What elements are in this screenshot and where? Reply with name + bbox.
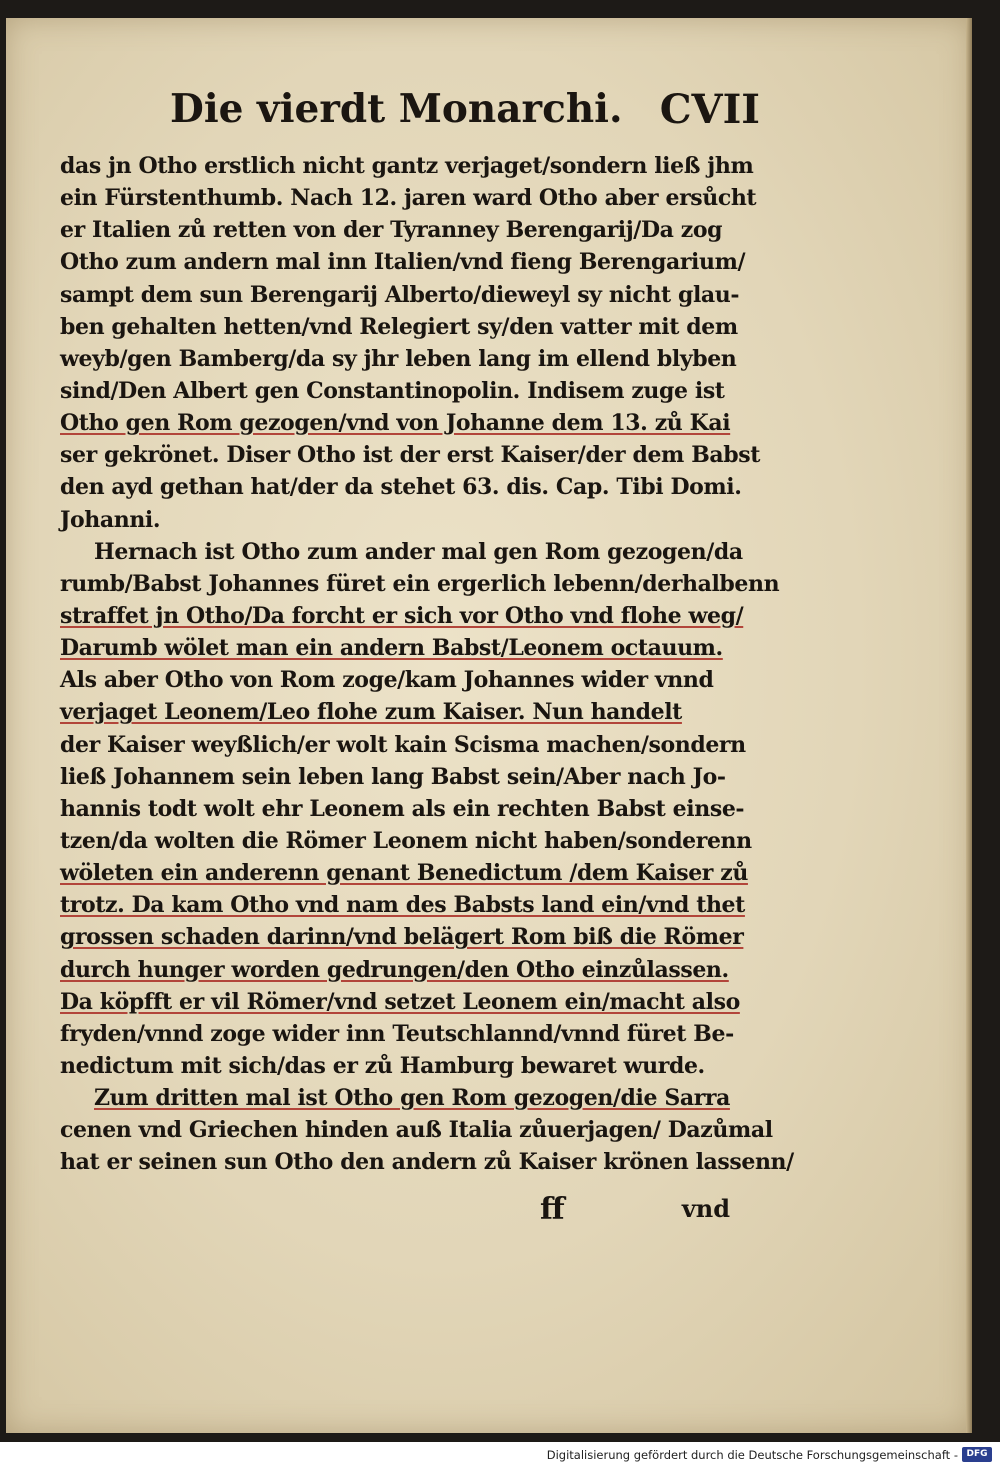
text-line: den ayd gethan hat/der da stehet 63. dis. Cap. Tibi Domi. [60,474,742,501]
text-line: rumb/Babst Johannes füret ein ergerlich lebenn/derhalbenn [60,570,780,597]
text-line: verjaget Leonem/Leo flohe zum Kaiser. Nun handelt [60,699,682,726]
text-line: das jn Otho erstlich nicht gantz verjaget/sondern ließ jhm [60,153,754,179]
text-line: Otho zum andern mal inn Italien/vnd fieng Berengarium/ [60,249,746,276]
text-line: cenen vnd Griechen hinden auß Italia zůuerjagen/ Dazůmal [60,1117,773,1144]
text-line: fryden/vnnd zoge wider inn Teutschlannd/vnnd füret Be- [60,1020,734,1047]
text-line: trotz. Da kam Otho vnd nam des Babsts land ein/vnd thet [60,892,745,919]
text-line: straffet jn Otho/Da forcht er sich vor Otho vnd flohe weg/ [60,602,744,629]
page-header [170,86,760,146]
text-block [60,150,794,1179]
text-line: hannis todt wolt ehr Leonem als ein rechten Babst einse- [60,795,745,822]
text-line: Als aber Otho von Rom zoge/kam Johannes wider vnnd [60,667,714,694]
text-line: wöleten ein anderenn genant Benedictum /dem Kaiser zů [60,860,748,887]
text-line: ben gehalten hetten/vnd Relegiert sy/den vatter mit dem [60,313,738,340]
text-line: Zum dritten mal ist Otho gen Rom gezogen/die Sarra [94,1085,730,1112]
text-line: hat er seinen sun Otho den andern zů Kaiser krönen lassenn/ [60,1149,794,1176]
text-line: tzen/da wolten die Römer Leonem nicht haben/sonderenn [60,827,752,854]
text-line: ließ Johannem sein leben lang Babst sein/Aber nach Jo- [60,763,726,790]
footer-bar [0,1442,1000,1469]
text-line: grossen schaden darinn/vnd belägert Rom biß die Römer [60,924,744,951]
text-line: weyb/gen Bamberg/da sy jhr leben lang im ellend blyben [60,345,737,372]
digitization-credit: Digitalisierung gefördert durch die Deutsche Forschungsgemeinschaft - [546,1448,958,1462]
signature-mark: ff [540,1192,565,1227]
text-line: er Italien zů retten von der Tyranney Berengarij/Da zog [60,217,723,244]
text-line: Otho gen Rom gezogen/vnd von Johanne dem 13. zů Kai [60,410,731,437]
text-line: Hernach ist Otho zum ander mal gen Rom gezogen/da [94,538,743,565]
text-line: durch hunger worden gedrungen/den Otho einzůlassen. [60,956,729,983]
text-line: Johanni. [60,506,161,533]
text-line: Darumb wölet man ein andern Babst/Leonem octauum. [60,635,723,662]
text-line: nedictum mit sich/das er zů Hamburg bewaret wurde. [60,1052,705,1079]
text-line: ein Fürstenthumb. Nach 12. jaren ward Otho aber ersůcht [60,185,757,212]
running-title: Die vierdt Monarchi. [170,86,623,132]
page-edge [966,18,972,1433]
text-line: der Kaiser weyßlich/er wolt kain Scisma machen/sondern [60,731,746,758]
page-foot [540,1192,730,1232]
folio-number: CVII [659,86,760,133]
dfg-logo: DFG [962,1447,992,1462]
text-line: sampt dem sun Berengarij Alberto/dieweyl sy nicht glau- [60,281,740,308]
text-line: ser gekrönet. Diser Otho ist der erst Kaiser/der dem Babst [60,442,760,469]
text-line: sind/Den Albert gen Constantinopolin. Indisem zuge ist [60,377,725,404]
text-line: Da köpfft er vil Römer/vnd setzet Leonem ein/macht also [60,988,740,1015]
catchword: vnd [681,1194,730,1223]
